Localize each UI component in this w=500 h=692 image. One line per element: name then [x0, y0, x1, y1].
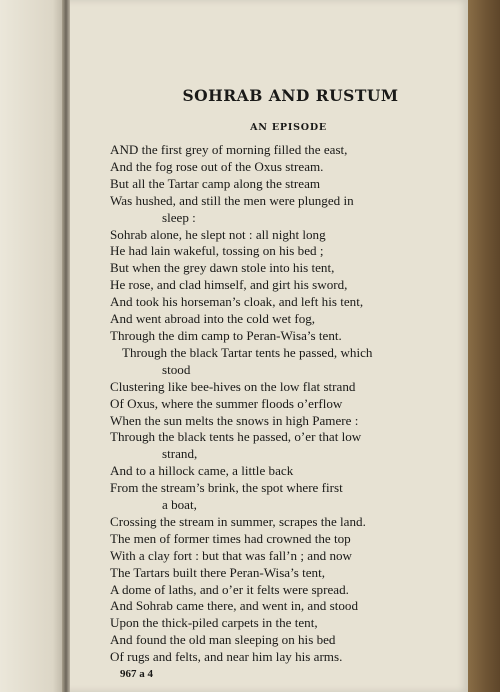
poem-line: And the fog rose out of the Oxus stream. [110, 158, 324, 174]
poem-line: sleep : [162, 209, 196, 225]
poem-line: Was hushed, and still the men were plunged in [110, 192, 354, 208]
poem-line: The men of former times had crowned the top [110, 530, 351, 546]
poem-line: A dome of laths, and o’er it felts were spread. [110, 581, 349, 597]
poem-line: Of rugs and felts, and near him lay his arms. [110, 649, 343, 665]
poem-line: But when the grey dawn stole into his tent, [110, 260, 335, 276]
poem-line: From the stream’s brink, the spot where first [110, 480, 343, 496]
poem-line: Through the black tents he passed, o’er that low [110, 429, 362, 445]
poem-line: With a clay fort : but that was fall’n ; and now [110, 547, 353, 563]
poem-line: Upon the thick-piled carpets in the tent, [110, 615, 318, 631]
page-title: SOHRAB AND RUSTUM [182, 86, 399, 105]
page-text [110, 86, 445, 680]
page-subtitle: AN EPISODE [250, 122, 327, 133]
poem-line: But all the Tartar camp along the stream [110, 175, 321, 191]
poem-line: And Sohrab came there, and went in, and stood [110, 598, 358, 614]
poem-line: The Tartars built there Peran-Wisa’s tent, [110, 564, 326, 580]
poem-line: Through the black Tartar tents he passed, which [122, 344, 373, 360]
poem-line: And to a hillock came, a little back [110, 463, 294, 479]
poem-line: And took his horseman’s cloak, and left his tent, [110, 294, 364, 310]
poem-line: Crossing the stream in summer, scrapes the land. [110, 513, 366, 529]
poem-line: When the sun melts the snows in high Pamere : [110, 412, 359, 428]
signature-mark: 967 a 4 [120, 668, 153, 681]
poem-line: Through the dim camp to Peran-Wisa’s tent. [110, 327, 342, 343]
poem-line: AND the first grey of morning filled the east, [110, 142, 348, 157]
poem-line: Sohrab alone, he slept not : all night long [110, 226, 326, 242]
poem-line: Clustering like bee-hives on the low flat strand [110, 378, 356, 394]
poem-line: strand, [162, 446, 198, 462]
facing-page-edge [0, 0, 66, 692]
poem-line: He rose, and clad himself, and girt his sword, [110, 277, 348, 293]
poem-body [110, 142, 445, 666]
poem-line: a boat, [162, 497, 197, 513]
poem-line: He had lain wakeful, tossing on his bed ; [110, 243, 324, 259]
table-surface [466, 0, 500, 692]
poem-line: Of Oxus, where the summer floods o’erflow [110, 395, 343, 411]
poem-line: stood [162, 361, 191, 377]
poem-line: And went abroad into the cold wet fog, [110, 311, 316, 327]
poem-line: And found the old man sleeping on his bed [110, 632, 336, 648]
book-gutter [62, 0, 70, 692]
